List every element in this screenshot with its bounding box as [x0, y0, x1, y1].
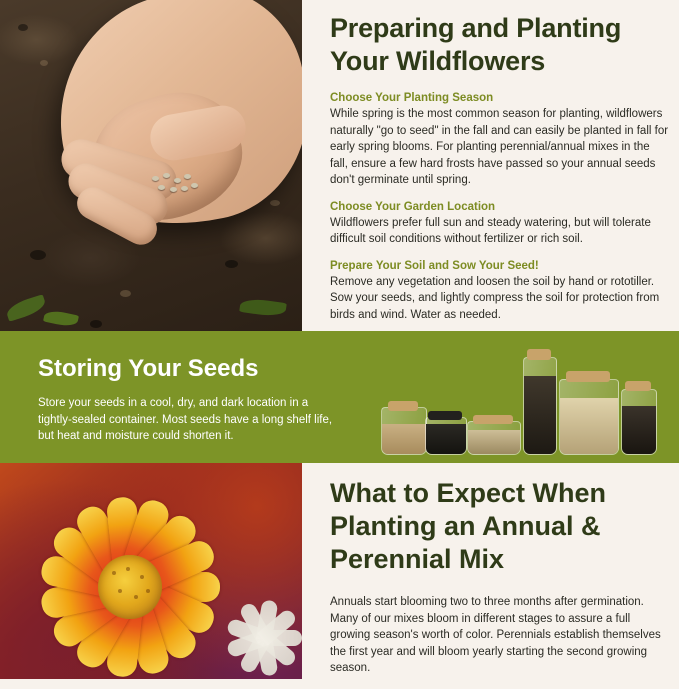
subheading-garden-location: Choose Your Garden Location: [330, 200, 496, 213]
seed: [170, 187, 177, 192]
seed: [191, 183, 198, 188]
jar-contents: [468, 430, 520, 454]
blanket-flower-photo: [0, 463, 302, 679]
storing-paragraph: Store your seeds in a cool, dry, and dark location in a tightly-sealed container. Most seeds have a long shelf life, but heat and moisture could shorten it.: [38, 397, 333, 442]
jar-contents: [382, 424, 426, 454]
jar-cork-lid: [625, 381, 651, 391]
seed-jar: [621, 381, 655, 455]
subheading-prepare-soil: Prepare Your Soil and Sow Your Seed!: [330, 259, 539, 272]
jar-contents: [560, 398, 618, 454]
soil-speck: [30, 250, 46, 260]
white-flower: [222, 603, 302, 673]
soil-speck: [270, 200, 280, 206]
jar-glass: [425, 417, 467, 455]
paragraph-planting-season: While spring is the most common season for planting, wildflowers naturally "go to seed" in the fall and can easily be planted in fall for early spring blooms. For planting perennial/annual mixes in the fall, ensure a few hard frosts have passed so your annual seeds don't germinate until spring.: [330, 108, 669, 186]
soil-speck: [120, 290, 131, 297]
seed-jar: [523, 349, 555, 455]
seed-jars-photo: [373, 343, 653, 455]
section-storing-your-seeds: [0, 331, 679, 463]
what-to-expect-heading: What to Expect When Planting an Annual & Perennial Mix: [330, 478, 606, 574]
seed: [174, 178, 181, 183]
jar-cork-lid: [473, 415, 513, 424]
jar-contents: [622, 406, 656, 454]
seed: [158, 185, 165, 190]
disc-dot: [134, 595, 138, 599]
section-preparing-text: [330, 0, 670, 331]
seed-jar: [425, 411, 465, 455]
flower-center-disc: [98, 555, 162, 619]
soil-speck: [40, 60, 48, 66]
jar-contents: [524, 376, 556, 454]
subheading-planting-season: Choose Your Planting Season: [330, 92, 494, 104]
storing-heading: Storing Your Seeds: [38, 355, 259, 382]
jar-glass: [381, 407, 427, 455]
seed-jar: [559, 371, 617, 455]
section-what-to-expect-text: [330, 463, 670, 689]
page-title: Preparing and Planting Your Wildflowers: [330, 13, 622, 76]
hand-sowing-seeds-photo: [0, 0, 302, 331]
jar-black-lid: [428, 411, 462, 420]
soil-speck: [90, 320, 102, 328]
seed: [163, 173, 170, 178]
jar-cork-lid: [566, 371, 610, 382]
seed-jar: [381, 401, 425, 455]
seed-cluster: [150, 172, 202, 200]
seed: [184, 174, 191, 179]
paragraph-garden-location: Wildflowers prefer full sun and steady watering, but will tolerate difficult soil conditions without fertilizer or rich soil.: [330, 216, 651, 245]
jar-contents: [426, 424, 466, 454]
disc-dot: [140, 575, 144, 579]
soil-speck: [225, 260, 238, 268]
jar-cork-lid: [388, 401, 418, 411]
paragraph-prepare-soil: Remove any vegetation and loosen the soil by hand or rototiller. Sow your seeds, and lightly compress the soil for protection from birds and wind. Water as needed.: [330, 275, 660, 321]
soil-speck: [18, 24, 28, 31]
blanket-flower-bloom: [42, 499, 217, 674]
disc-dot: [126, 567, 130, 571]
what-to-expect-paragraph: Annuals start blooming two to three months after germination. Many of our mixes bloom in different stages to assure a full growing season's worth of color. Perennials establish themselves the first year and will bloom yearly starting the second growing season.: [330, 596, 661, 674]
disc-dot: [118, 589, 122, 593]
jar-glass: [523, 357, 557, 455]
section-preparing-and-planting: [0, 0, 679, 331]
section-storing-text: [38, 355, 338, 445]
jar-glass: [467, 421, 521, 455]
jar-cork-lid: [527, 349, 551, 360]
seed: [181, 186, 188, 191]
section-what-to-expect: [0, 463, 679, 679]
jar-glass: [621, 389, 657, 455]
jar-glass: [559, 379, 619, 455]
disc-dot: [112, 571, 116, 575]
disc-dot: [146, 589, 150, 593]
seed: [152, 176, 159, 181]
seed-jar: [467, 415, 519, 455]
